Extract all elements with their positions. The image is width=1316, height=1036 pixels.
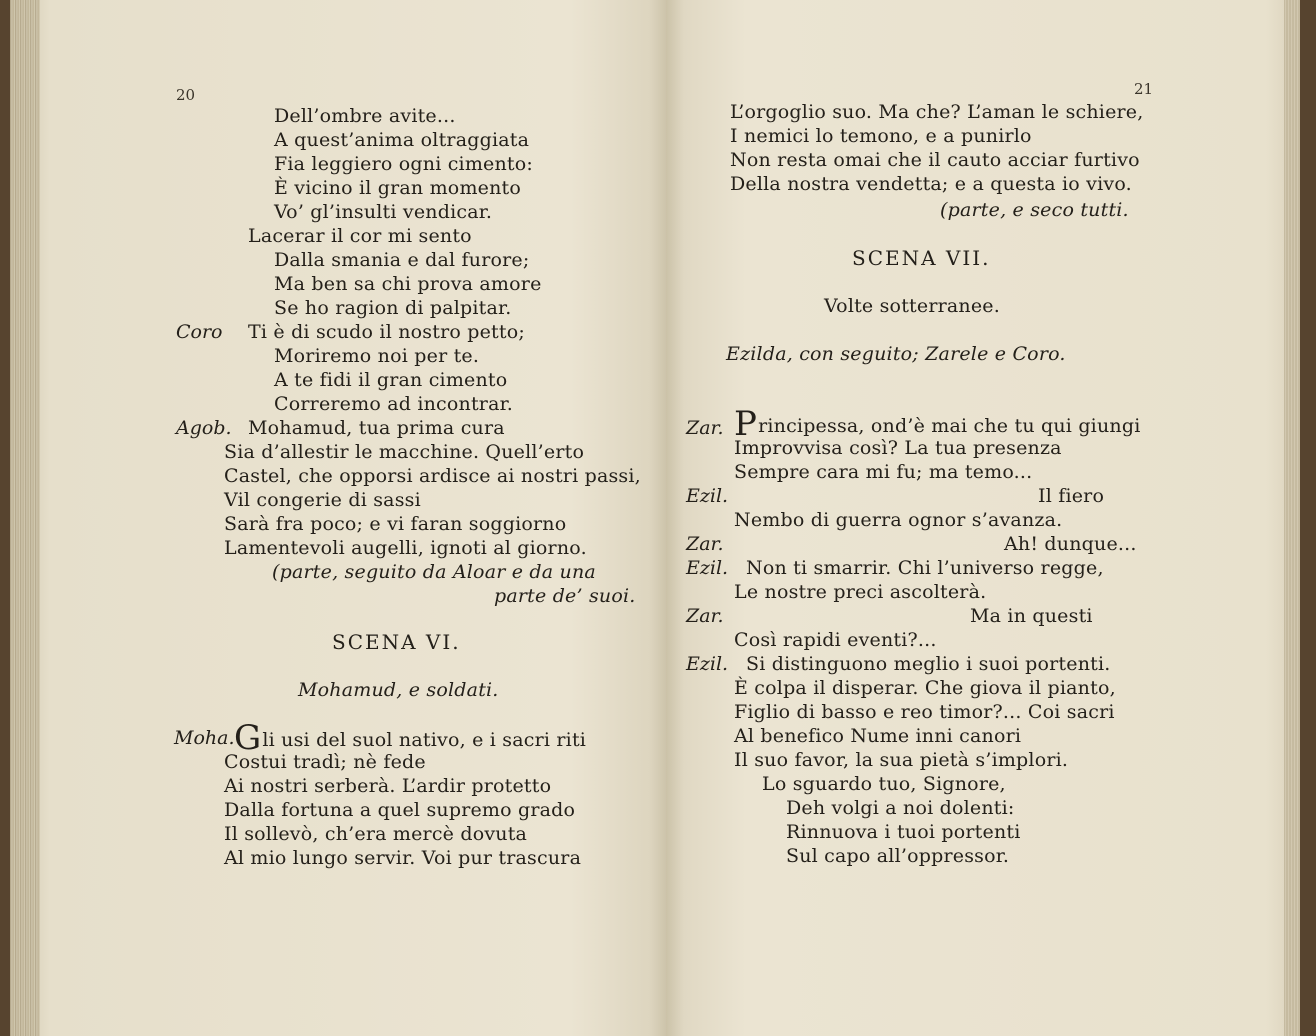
verse-line: A quest’anima oltraggiata (274, 129, 530, 151)
verse-line (734, 404, 1141, 444)
verse-line: Castel, che opporsi ardisce ai nostri passi, (224, 465, 641, 487)
verse-line: Vil congerie di sassi (224, 489, 421, 511)
verse-line: Sia d’allestir le macchine. Quell’erto (224, 441, 585, 463)
verse-line: Lacerar il cor mi sento (248, 225, 472, 247)
drop-capital: G (234, 718, 262, 758)
speaker-moha: Moha. (174, 727, 235, 749)
verse-text: li usi del suol nativo, e i sacri riti (262, 729, 587, 751)
scene-cast: Mohamud, e soldati. (298, 679, 499, 701)
scene-place: Volte sotterranee. (824, 295, 1000, 317)
verse-line (234, 718, 587, 758)
verse-line: Dell’ombre avite... (274, 105, 456, 127)
verse-line: Ai nostri serberà. L’ardir protetto (224, 775, 552, 797)
verse-line: Mohamud, tua prima cura (248, 417, 505, 439)
verse-line: Il fiero (1038, 485, 1105, 507)
verse-line: Deh volgi a noi dolenti: (786, 797, 1015, 819)
verse-line: Improvvisa così? La tua presenza (734, 437, 1062, 459)
right-page (666, 0, 1300, 1036)
verse-line: Vo’ gl’insulti vendicar. (274, 201, 493, 223)
verse-line: Ti è di scudo il nostro petto; (248, 321, 525, 343)
verse-line: Così rapidi eventi?... (734, 629, 937, 651)
verse-line: Non ti smarrir. Chi l’universo regge, (746, 557, 1104, 579)
verse-line: Lamentevoli augelli, ignoti al giorno. (224, 537, 587, 559)
page-edges-left (10, 0, 40, 1036)
verse-text: rincipessa, ond’è mai che tu qui giungi (758, 415, 1141, 437)
speaker-zar: Zar. (686, 417, 724, 439)
verse-line: È vicino il gran momento (274, 177, 522, 199)
verse-line: Se ho ragion di palpitar. (274, 297, 512, 319)
verse-line: Figlio di basso e reo timor?... Coi sacri (734, 701, 1115, 723)
verse-line: Sarà fra poco; e vi faran soggiorno (224, 513, 567, 535)
drop-capital: P (734, 404, 758, 444)
verse-line: Fia leggiero ogni cimento: (274, 153, 534, 175)
speaker-ezil: Ezil. (686, 653, 729, 675)
verse-line: A te fidi il gran cimento (274, 369, 508, 391)
stage-direction: (parte, e seco tutti. (940, 199, 1129, 221)
verse-line: Correremo ad incontrar. (274, 393, 514, 415)
verse-line: Il sollevò, ch’era mercè dovuta (224, 823, 528, 845)
page-number-right: 21 (1134, 80, 1154, 98)
verse-line: Al mio lungo servir. Voi pur trascura (224, 847, 582, 869)
verse-line: Ma ben sa chi prova amore (274, 273, 542, 295)
verse-line: Moriremo noi per te. (274, 345, 480, 367)
page-number-left: 20 (176, 86, 196, 104)
verse-line: L’orgoglio suo. Ma che? L’aman le schiere, (730, 101, 1144, 123)
speaker-zar: Zar. (686, 605, 724, 627)
scene-title: SCENA VI. (332, 630, 461, 654)
verse-line: Le nostre preci ascolterà. (734, 581, 987, 603)
verse-line: Costui tradì; nè fede (224, 751, 426, 773)
verse-line: È colpa il disperar. Che giova il pianto, (734, 677, 1116, 699)
verse-line: Il suo favor, la sua pietà s’implori. (734, 749, 1069, 771)
verse-line: Sempre cara mi fu; ma temo... (734, 461, 1033, 483)
verse-line: Della nostra vendetta; e a questa io vivo. (730, 173, 1132, 195)
verse-line: Nembo di guerra ognor s’avanza. (734, 509, 1063, 531)
speaker-ezil: Ezil. (686, 485, 729, 507)
page-edges-right (1284, 0, 1300, 1036)
stage-direction: parte de’ suoi. (494, 585, 636, 607)
verse-line: Ah! dunque... (1004, 533, 1137, 555)
verse-line: Al benefico Nume inni canori (734, 725, 1022, 747)
verse-line: Lo sguardo tuo, Signore, (762, 773, 1006, 795)
verse-line: Rinnuova i tuoi portenti (786, 821, 1021, 843)
verse-line: Si distinguono meglio i suoi portenti. (746, 653, 1111, 675)
verse-line: Non resta omai che il cauto acciar furtivo (730, 149, 1140, 171)
speaker-zar: Zar. (686, 533, 724, 555)
scene-cast: Ezilda, con seguito; Zarele e Coro. (726, 343, 1066, 365)
speaker-agob: Agob. (176, 417, 232, 439)
speaker-coro: Coro (176, 321, 223, 343)
left-page (10, 0, 666, 1036)
verse-line: Dalla fortuna a quel supremo grado (224, 799, 576, 821)
stage-direction: (parte, seguito da Aloar e da una (272, 561, 596, 583)
verse-line: Sul capo all’oppressor. (786, 845, 1010, 867)
verse-line: Dalla smania e dal furore; (274, 249, 530, 271)
speaker-ezil: Ezil. (686, 557, 729, 579)
scene-title: SCENA VII. (852, 246, 991, 270)
verse-line: Ma in questi (970, 605, 1093, 627)
verse-line: I nemici lo temono, e a punirlo (730, 125, 1032, 147)
